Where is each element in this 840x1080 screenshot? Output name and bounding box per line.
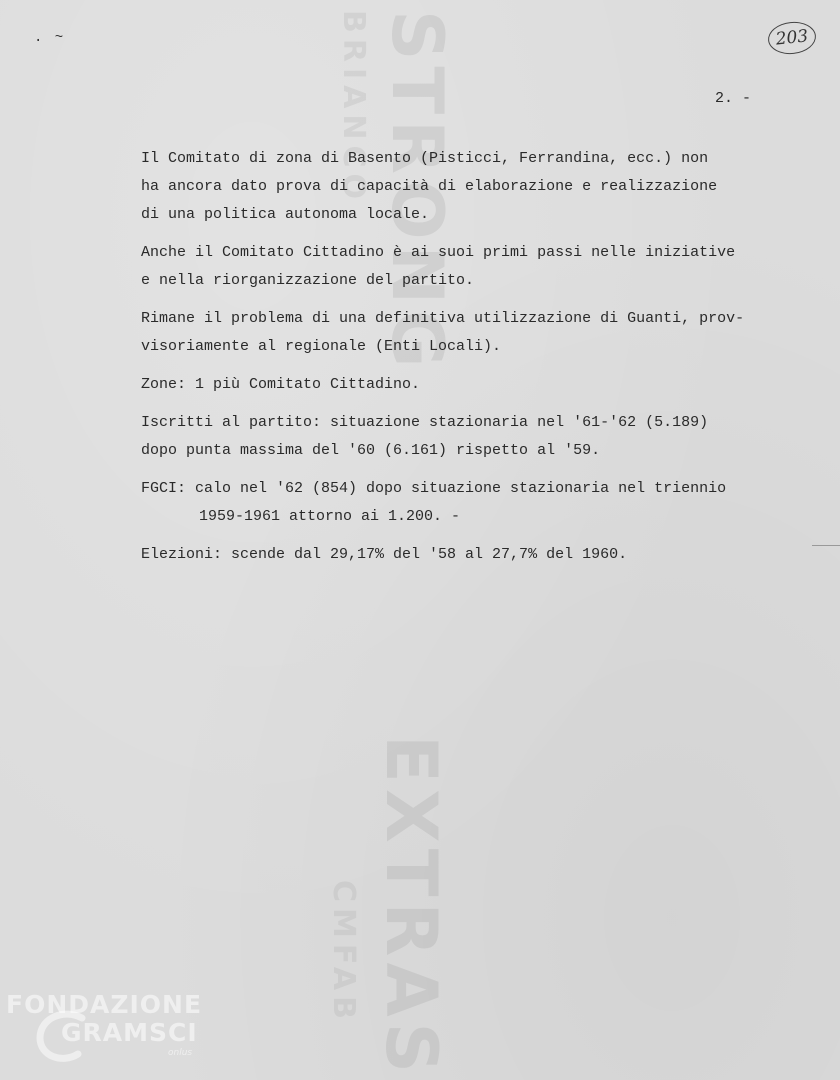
text-line: visoriamente al regionale (Enti Locali). — [141, 338, 502, 355]
text-line: Elezioni: scende dal 29,17% del '58 al 27,7% del 1960. — [141, 546, 628, 563]
logo-text-gramsci: GRAMSCI — [61, 1018, 198, 1047]
watermark-top-large: STRONG — [376, 10, 458, 374]
logo-text-fondazione: FONDAZIONE — [6, 990, 203, 1019]
paragraph-guanti — [141, 305, 821, 361]
paragraph-fgci — [141, 475, 821, 531]
watermark-bottom-large: EXTRAS — [370, 735, 452, 1080]
paragraph-iscritti — [141, 409, 821, 465]
text-line: Anche il Comitato Cittadino è ai suoi primi passi nelle iniziative — [141, 244, 736, 261]
logo-text-onlus: onlus — [168, 1048, 193, 1058]
text-line: Iscritti al partito: situazione stazionaria nel '61-'62 (5.189) — [141, 414, 709, 431]
text-line: Zone: 1 più Comitato Cittadino. — [141, 376, 421, 393]
text-line: 1959-1961 attorno ai 1.200. - — [199, 508, 461, 525]
page-number: 2. - — [715, 90, 752, 107]
paragraph-comitato-cittadino — [141, 239, 821, 295]
archive-number-stamp: 203 — [766, 20, 817, 57]
text-line: FGCI: calo nel '62 (854) dopo situazione stazionaria nel triennio — [141, 480, 727, 497]
text-line: e nella riorganizzazione del partito. — [141, 272, 475, 289]
fondazione-gramsci-logo — [6, 990, 216, 1070]
document-body — [141, 145, 821, 579]
text-line: ha ancora dato prova di capacità di elaborazione e realizzazione — [141, 178, 718, 195]
top-left-mark: . ~ — [34, 30, 66, 46]
paragraph-basento — [141, 145, 821, 229]
text-line: di una politica autonoma locale. — [141, 206, 430, 223]
paragraph-elezioni — [141, 541, 821, 569]
paragraph-zone — [141, 371, 821, 399]
text-line: Rimane il problema di una definitiva utilizzazione di Guanti, prov- — [141, 310, 745, 327]
text-line: dopo punta massima del '60 (6.161) rispetto al '59. — [141, 442, 601, 459]
text-line: Il Comitato di zona di Basento (Pisticci, Ferrandina, ecc.) non — [141, 150, 709, 167]
watermark-bottom-small: CMFAB — [326, 880, 361, 1026]
watermark-top-small: BRIANCO — [336, 10, 371, 205]
paper-edge-mark — [812, 545, 840, 546]
